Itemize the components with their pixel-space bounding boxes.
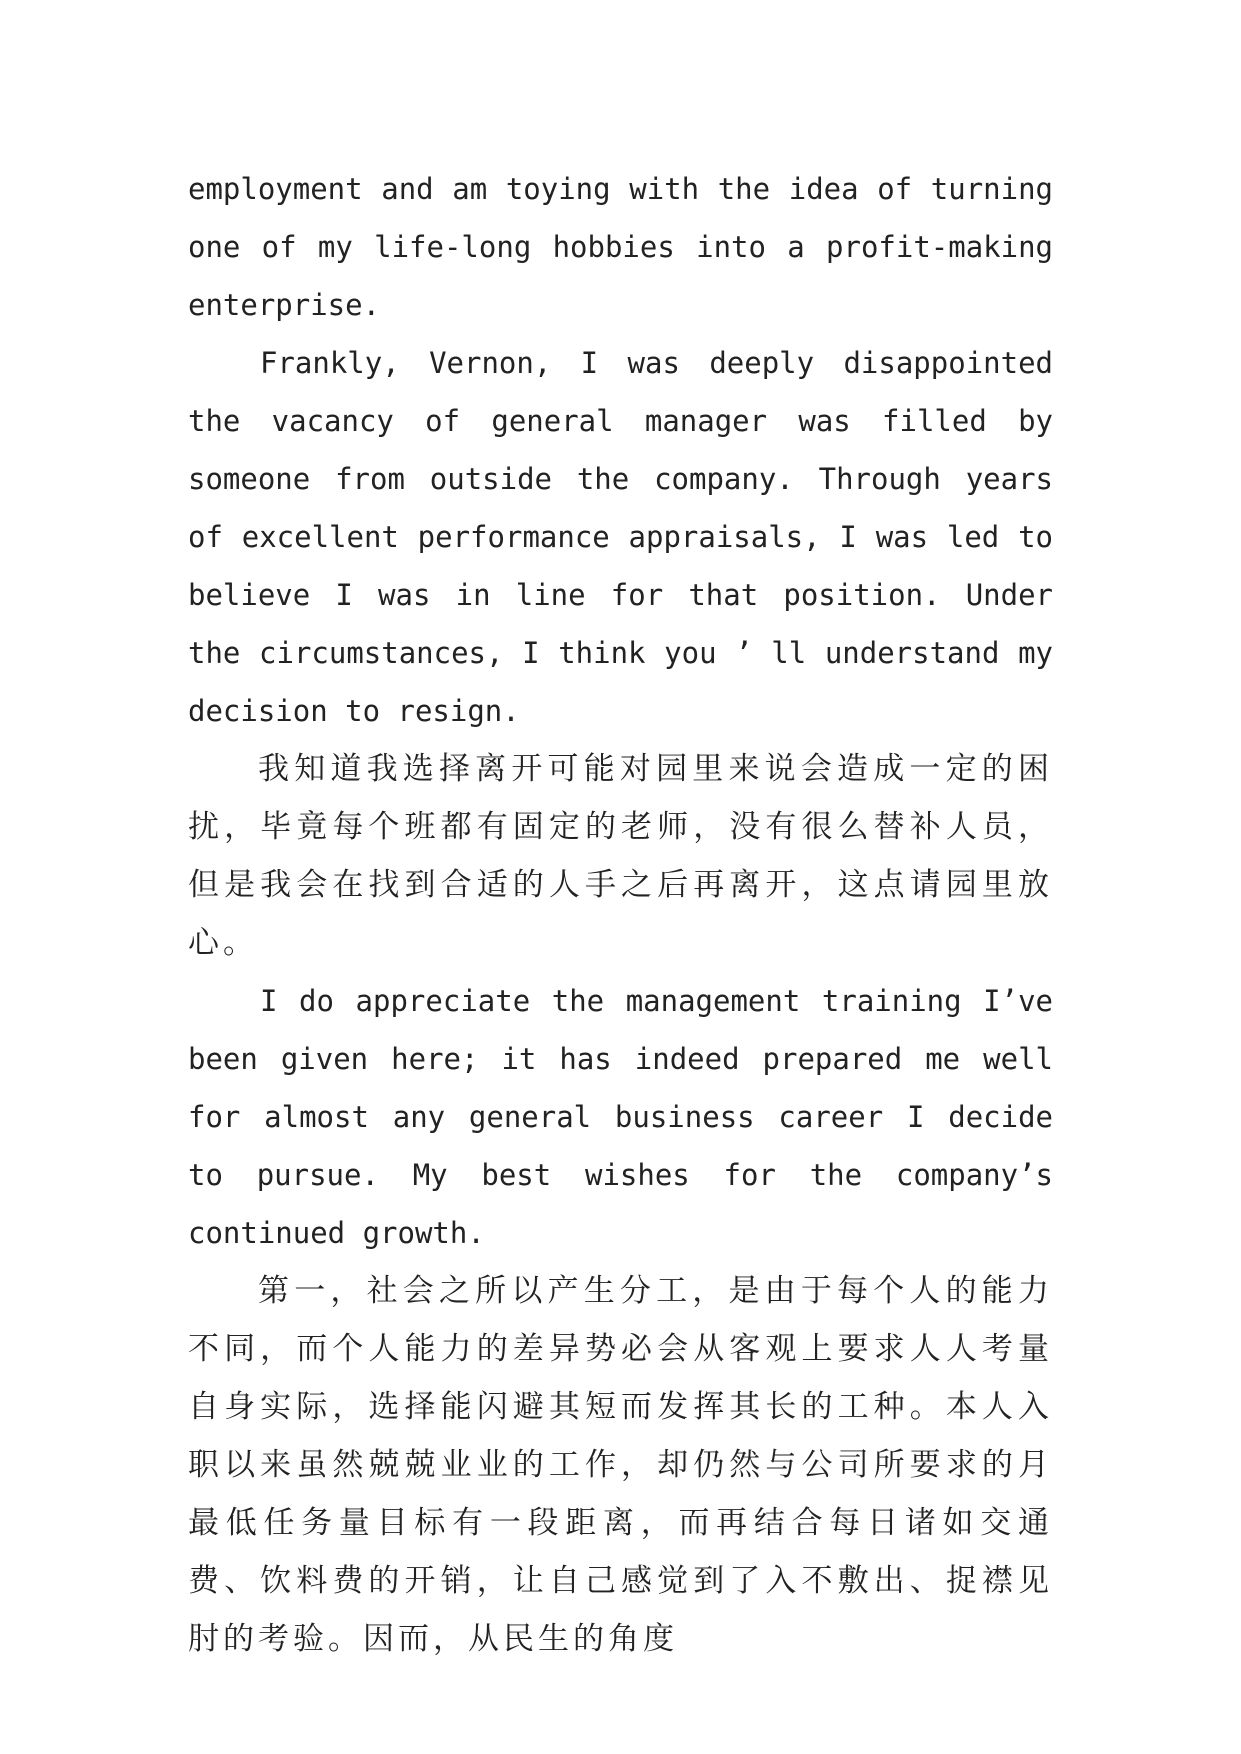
paragraph-employment: employment and am toying with the idea of turning one of my life-long hobbies into a profit-making enterprise. bbox=[188, 172, 1053, 322]
paragraph-appreciate: I do appreciate the management training I’ve been given here; it has indeed prepared me well for almost any general business career I decide to pursue. My best wishes for the company’s continued growth. bbox=[188, 984, 1053, 1250]
paragraph-chinese-leaving: 我知道我选择离开可能对园里来说会造成一定的困扰，毕竟每个班都有固定的老师，没有很么替补人员，但是我会在找到合适的人手之后再离开，这点请园里放心。 bbox=[188, 751, 1053, 961]
document-body bbox=[188, 160, 1053, 1668]
paragraph-frankly: Frankly, Vernon, I was deeply disappointed the vacancy of general manager was filled by someone from outside the company. Through years of excellent performance appraisals, I was led to believe I was in line for that position. Under the circumstances, I think you ’ ll understand my decision to resign. bbox=[188, 346, 1053, 728]
paragraph-chinese-first-point: 第一，社会之所以产生分工，是由于每个人的能力不同，而个人能力的差异势必会从客观上要求人人考量自身实际，选择能闪避其短而发挥其长的工种。本人入职以来虽然兢兢业业的工作，却仍然与公司所要求的月最低任务量目标有一段距离，而再结合每日诸如交通费、饮料费的开销，让自己感觉到了入不敷出、捉襟见肘的考验。因而，从民生的角度 bbox=[188, 1273, 1053, 1657]
